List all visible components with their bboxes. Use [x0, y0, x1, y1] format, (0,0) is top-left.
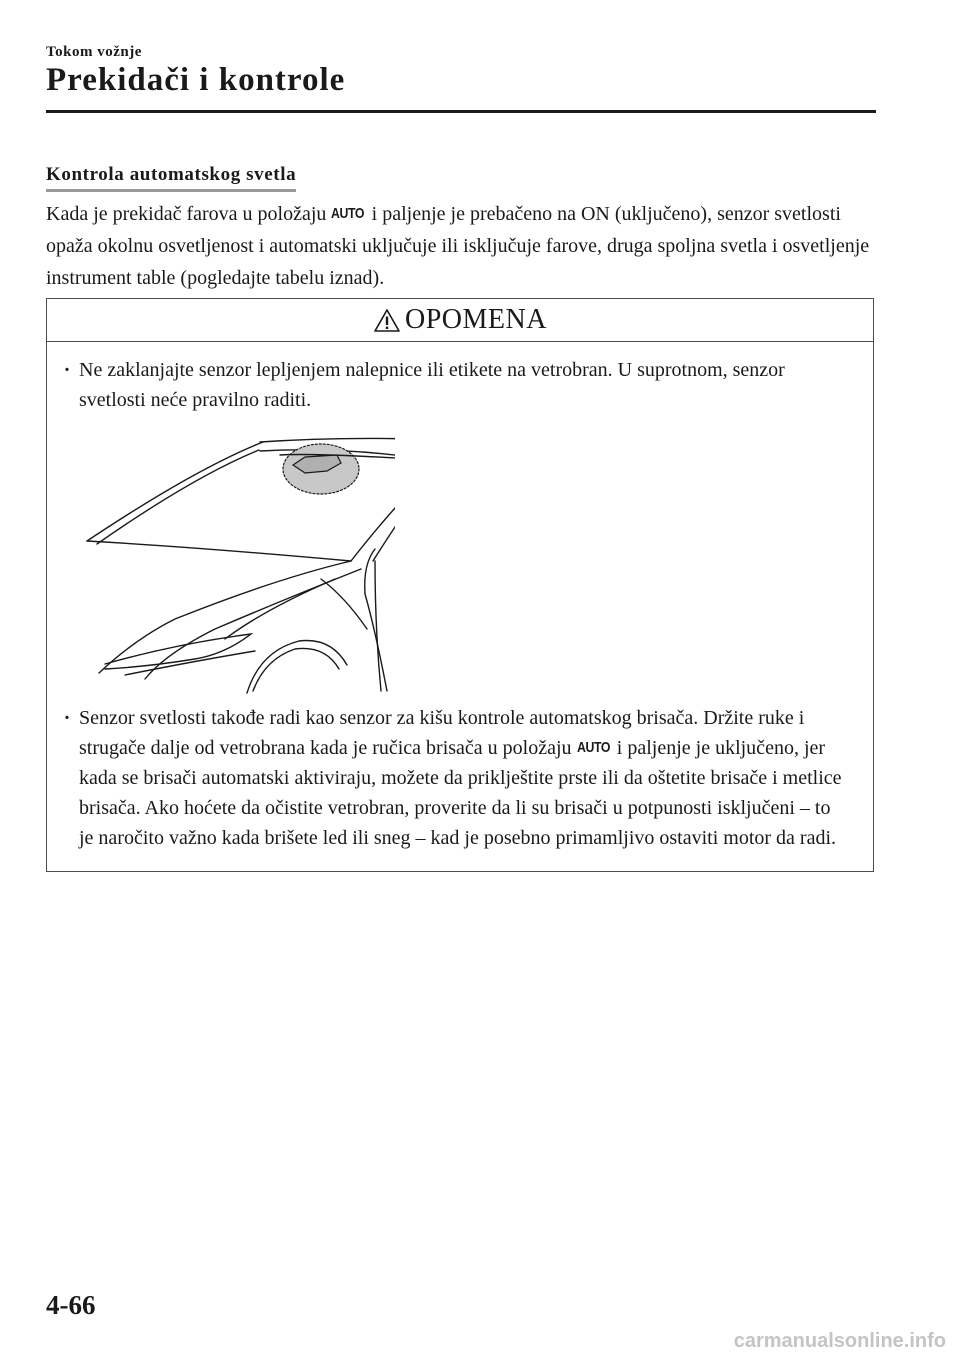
section-heading: Kontrola automatskog svetla: [46, 164, 296, 192]
warning-box: [46, 298, 874, 872]
intro-text-end: i paljenje je prebačeno na ON (uključeno), senzor svetlosti opaža okolnu osvetljenost i automatski uključuje ili isključuje farove, druga spoljna svetla i osvetljenje instrument table (pogledajte tabelu iznad).: [46, 203, 870, 289]
warning-item-text: [79, 703, 849, 853]
warning-item: [59, 703, 849, 853]
warning-header: [47, 299, 873, 342]
bullet-dot: ·: [63, 707, 71, 729]
title-divider: [46, 110, 876, 113]
watermark: carmanualsonline.info: [733, 1330, 946, 1352]
windshield-sensor-illustration: [75, 429, 395, 695]
warning-triangle-icon: [373, 308, 401, 333]
warning-item-text-start: Senzor svetlosti takođe radi kao senzor za kišu kontrole automatskog brisača. Držite ruke i strugače dalje od vetrobrana kada je ručica brisača u položaju: [79, 707, 805, 759]
auto-indicator-symbol: AUTO: [331, 205, 365, 222]
warning-item-text: Ne zaklanjajte senzor lepljenjem nalepnice ili etikete na vetrobran. U suprotnom, senzor svetlosti neće pravilno raditi.: [79, 359, 785, 411]
page-number: 4-66: [46, 1290, 96, 1320]
page-title: Prekidači i kontrole: [46, 62, 346, 98]
warning-title: OPOMENA: [405, 304, 547, 335]
warning-item-text-end: i paljenje je uključeno, jer kada se brisači automatski aktiviraju, možete da priklještite prste ili da oštetite brisače i metlice brisača. Ako hoćete da očistite vetrobran, proverite da li su brisači u potpunosti isključeni – to je naročito važno kada brišete led ili sneg – kad je posebno primamljivo ostaviti motor da radi.: [79, 737, 842, 849]
section-label: Tokom vožnje: [46, 44, 142, 60]
auto-indicator-symbol: AUTO: [576, 739, 610, 756]
intro-paragraph: [46, 198, 881, 294]
bullet-dot: ·: [63, 359, 71, 381]
warning-item: [59, 355, 849, 415]
intro-text-start: Kada je prekidač farova u položaju: [46, 203, 332, 225]
